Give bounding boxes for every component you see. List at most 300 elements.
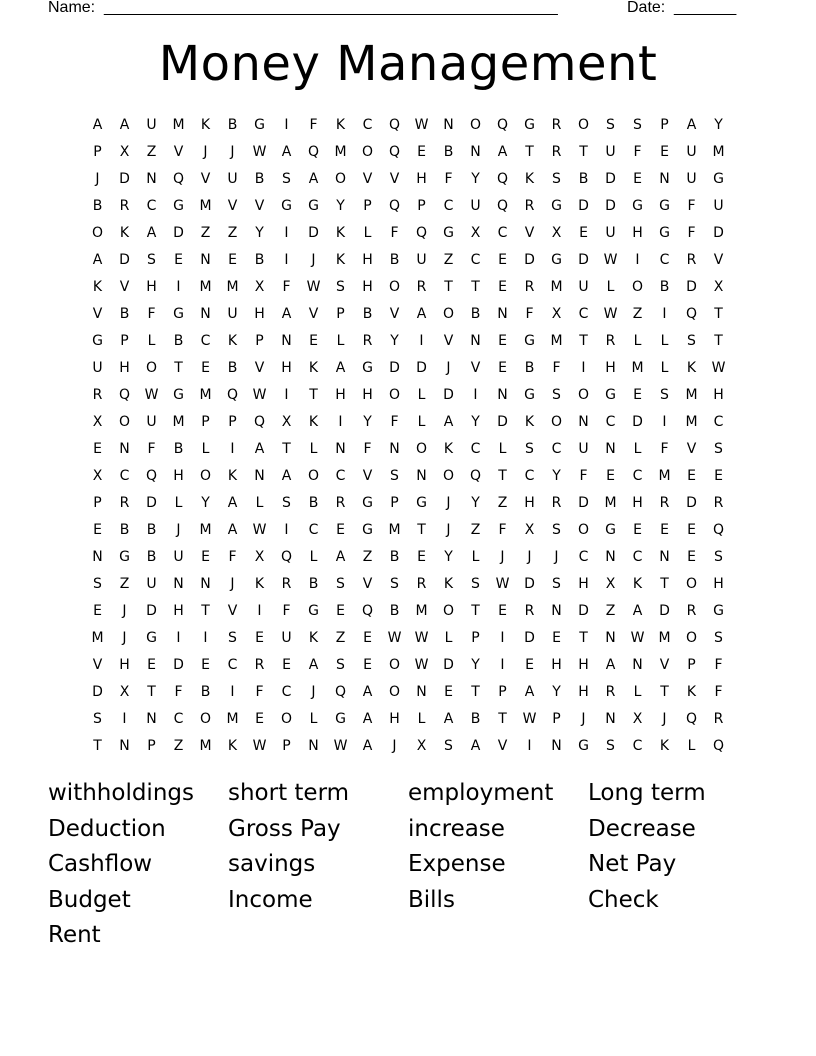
grid-letter: W <box>522 711 537 727</box>
grid-letter: B <box>200 684 211 700</box>
grid-letter: B <box>119 522 130 538</box>
grid-letter: U <box>146 576 157 592</box>
grid-letter: M <box>172 117 185 133</box>
grid-letter: N <box>200 306 211 322</box>
grid-letter: U <box>146 117 157 133</box>
grid-letter: L <box>444 630 453 646</box>
grid-letter: B <box>389 603 400 619</box>
grid-letter: K <box>443 576 454 592</box>
grid-row <box>84 193 732 220</box>
grid-letter: R <box>686 603 697 619</box>
grid-letter: G <box>713 603 724 619</box>
grid-letter: D <box>659 603 670 619</box>
grid-letter: I <box>500 630 505 646</box>
grid-letter: H <box>173 468 184 484</box>
grid-letter: K <box>335 252 346 268</box>
grid-letter: O <box>685 576 698 592</box>
grid-letter: H <box>605 360 616 376</box>
grid-letter: S <box>714 630 723 646</box>
grid-letter: A <box>443 711 454 727</box>
grid-letter: Y <box>552 684 561 700</box>
grid-letter: S <box>282 171 291 187</box>
word-bank-item: Deduction <box>48 815 166 842</box>
grid-letter: P <box>93 495 102 511</box>
grid-letter: E <box>552 630 561 646</box>
grid-letter: W <box>252 738 267 754</box>
word-bank-item: Cashflow <box>48 851 153 878</box>
grid-letter: E <box>525 657 534 673</box>
word-bank-item: Net Pay <box>588 851 677 878</box>
grid-letter: O <box>442 306 455 322</box>
grid-letter: S <box>390 576 399 592</box>
grid-letter: G <box>551 252 562 268</box>
grid-letter: V <box>443 333 454 349</box>
grid-letter: K <box>443 441 454 457</box>
grid-letter: W <box>144 387 159 403</box>
grid-letter: Y <box>471 657 480 673</box>
grid-letter: S <box>444 738 453 754</box>
grid-letter: M <box>415 603 428 619</box>
grid-letter: X <box>470 225 481 241</box>
grid-letter: P <box>363 198 372 214</box>
grid-letter: Z <box>632 306 643 322</box>
grid-letter: F <box>498 522 507 538</box>
grid-letter: D <box>605 198 616 214</box>
grid-letter: L <box>309 711 318 727</box>
grid-letter: U <box>713 198 724 214</box>
grid-letter: G <box>92 333 103 349</box>
grid-letter: G <box>119 549 130 565</box>
word-bank-item: Check <box>588 886 659 913</box>
grid-row <box>84 166 732 193</box>
grid-letter: K <box>227 468 238 484</box>
grid-letter: J <box>311 684 316 700</box>
grid-letter: Q <box>118 387 131 403</box>
grid-letter: N <box>497 306 508 322</box>
grid-letter: R <box>281 576 292 592</box>
grid-letter: E <box>498 252 507 268</box>
grid-letter: G <box>281 198 292 214</box>
grid-letter: B <box>227 117 238 133</box>
grid-letter: H <box>362 252 373 268</box>
grid-letter: O <box>118 414 131 430</box>
grid-letter: W <box>252 387 267 403</box>
grid-letter: D <box>713 225 724 241</box>
grid-row <box>84 274 732 301</box>
grid-letter: M <box>226 279 239 295</box>
grid-letter: N <box>659 549 670 565</box>
grid-letter: Z <box>335 630 346 646</box>
grid-letter: A <box>686 117 697 133</box>
grid-letter: M <box>631 360 644 376</box>
grid-letter: A <box>281 306 292 322</box>
grid-letter: H <box>146 279 157 295</box>
grid-letter: N <box>281 333 292 349</box>
grid-letter: R <box>524 279 535 295</box>
grid-letter: N <box>551 603 562 619</box>
grid-letter: Y <box>201 495 210 511</box>
grid-letter: M <box>199 198 212 214</box>
grid-letter: X <box>551 225 562 241</box>
grid-letter: I <box>419 333 424 349</box>
grid-letter: G <box>362 522 373 538</box>
grid-letter: C <box>497 225 508 241</box>
grid-letter: G <box>254 117 265 133</box>
grid-letter: G <box>605 522 616 538</box>
grid-letter: S <box>714 441 723 457</box>
grid-letter: D <box>524 576 535 592</box>
grid-letter: N <box>416 684 427 700</box>
grid-letter: R <box>362 333 373 349</box>
grid-letter: Z <box>200 225 211 241</box>
grid-letter: L <box>201 441 210 457</box>
grid-letter: B <box>173 333 184 349</box>
grid-letter: F <box>687 225 696 241</box>
grid-letter: F <box>255 684 264 700</box>
grid-letter: E <box>633 387 642 403</box>
grid-letter: C <box>443 198 454 214</box>
grid-letter: A <box>227 495 238 511</box>
grid-letter: I <box>203 630 208 646</box>
grid-letter: G <box>659 198 670 214</box>
page-title: Money Management <box>158 36 658 92</box>
grid-letter: V <box>659 657 670 673</box>
grid-letter: P <box>120 333 129 349</box>
grid-letter: N <box>578 414 589 430</box>
grid-letter: D <box>497 414 508 430</box>
grid-letter: K <box>335 117 346 133</box>
word-bank <box>48 776 768 954</box>
grid-letter: J <box>446 495 451 511</box>
grid-letter: C <box>146 198 157 214</box>
grid-letter: M <box>550 333 563 349</box>
grid-letter: L <box>660 360 669 376</box>
grid-letter: F <box>147 441 156 457</box>
grid-letter: P <box>390 495 399 511</box>
grid-letter: R <box>551 117 562 133</box>
grid-letter: E <box>687 522 696 538</box>
grid-letter: I <box>581 360 586 376</box>
grid-letter: B <box>362 306 373 322</box>
grid-letter: G <box>308 198 319 214</box>
grid-letter: S <box>606 117 615 133</box>
grid-letter: C <box>659 252 670 268</box>
grid-letter: B <box>254 252 265 268</box>
grid-letter: L <box>174 495 183 511</box>
grid-letter: R <box>659 495 670 511</box>
grid-letter: T <box>444 279 453 295</box>
grid-letter: T <box>309 387 318 403</box>
grid-letter: N <box>335 441 346 457</box>
grid-letter: O <box>442 603 455 619</box>
grid-letter: W <box>306 279 321 295</box>
grid-letter: C <box>335 468 346 484</box>
grid-letter: S <box>660 387 669 403</box>
grid-letter: J <box>122 603 127 619</box>
grid-letter: K <box>254 576 265 592</box>
grid-letter: G <box>416 495 427 511</box>
grid-letter: B <box>254 171 265 187</box>
grid-letter: A <box>92 117 103 133</box>
grid-letter: S <box>336 279 345 295</box>
grid-letter: V <box>389 171 400 187</box>
grid-letter: Q <box>226 387 239 403</box>
grid-letter: G <box>659 225 670 241</box>
grid-letter: H <box>524 495 535 511</box>
grid-letter: A <box>416 306 427 322</box>
grid-letter: T <box>174 360 183 376</box>
grid-letter: T <box>498 468 507 484</box>
word-search-grid <box>84 112 732 760</box>
grid-letter: R <box>551 144 562 160</box>
grid-letter: F <box>147 306 156 322</box>
grid-letter: D <box>686 279 697 295</box>
grid-letter: N <box>659 171 670 187</box>
grid-letter: Z <box>227 225 238 241</box>
grid-letter: A <box>92 252 103 268</box>
grid-letter: W <box>414 657 429 673</box>
grid-letter: V <box>227 603 238 619</box>
grid-letter: B <box>173 441 184 457</box>
grid-letter: B <box>470 306 481 322</box>
grid-letter: H <box>578 657 589 673</box>
grid-row <box>84 247 732 274</box>
grid-letter: M <box>199 387 212 403</box>
grid-letter: D <box>173 225 184 241</box>
grid-letter: T <box>471 279 480 295</box>
grid-letter: L <box>336 333 345 349</box>
grid-letter: V <box>119 279 130 295</box>
grid-letter: U <box>416 252 427 268</box>
grid-letter: G <box>335 711 346 727</box>
grid-letter: U <box>281 630 292 646</box>
grid-letter: D <box>173 657 184 673</box>
word-bank-item: Bills <box>408 886 455 913</box>
grid-letter: Q <box>712 738 725 754</box>
grid-letter: I <box>176 630 181 646</box>
grid-letter: N <box>119 738 130 754</box>
grid-letter: V <box>362 171 373 187</box>
grid-letter: R <box>524 198 535 214</box>
grid-letter: Q <box>685 711 698 727</box>
grid-letter: I <box>635 252 640 268</box>
grid-letter: J <box>581 711 586 727</box>
grid-letter: N <box>470 144 481 160</box>
grid-letter: E <box>498 603 507 619</box>
grid-letter: M <box>172 414 185 430</box>
grid-letter: H <box>551 657 562 673</box>
grid-letter: I <box>176 279 181 295</box>
grid-letter: K <box>632 576 643 592</box>
grid-letter: I <box>338 414 343 430</box>
grid-letter: I <box>662 306 667 322</box>
grid-letter: A <box>308 657 319 673</box>
grid-letter: T <box>93 738 102 754</box>
grid-row <box>84 733 732 760</box>
grid-letter: O <box>442 468 455 484</box>
grid-letter: P <box>417 198 426 214</box>
grid-letter: G <box>362 360 373 376</box>
grid-letter: G <box>605 387 616 403</box>
grid-letter: B <box>308 495 319 511</box>
grid-letter: X <box>254 279 265 295</box>
grid-letter: B <box>308 576 319 592</box>
grid-letter: X <box>281 414 292 430</box>
grid-letter: R <box>335 495 346 511</box>
grid-letter: E <box>255 711 264 727</box>
grid-letter: J <box>554 549 559 565</box>
grid-letter: U <box>686 144 697 160</box>
grid-letter: G <box>443 225 454 241</box>
grid-letter: O <box>469 117 482 133</box>
grid-letter: M <box>226 711 239 727</box>
grid-letter: E <box>228 252 237 268</box>
grid-letter: E <box>633 171 642 187</box>
grid-letter: F <box>390 225 399 241</box>
grid-row <box>84 220 732 247</box>
grid-letter: V <box>200 171 211 187</box>
grid-letter: O <box>280 711 293 727</box>
grid-letter: S <box>552 171 561 187</box>
grid-letter: T <box>471 684 480 700</box>
grid-letter: K <box>227 333 238 349</box>
grid-letter: P <box>147 738 156 754</box>
grid-letter: A <box>335 360 346 376</box>
grid-letter: N <box>146 171 157 187</box>
grid-letter: G <box>524 117 535 133</box>
grid-letter: E <box>498 360 507 376</box>
grid-letter: R <box>524 603 535 619</box>
grid-letter: L <box>687 738 696 754</box>
grid-letter: N <box>200 252 211 268</box>
grid-letter: N <box>173 576 184 592</box>
grid-letter: N <box>389 441 400 457</box>
grid-letter: K <box>524 171 535 187</box>
grid-letter: A <box>281 468 292 484</box>
grid-letter: A <box>227 522 238 538</box>
grid-letter: M <box>91 630 104 646</box>
grid-letter: P <box>471 630 480 646</box>
grid-letter: Q <box>496 117 509 133</box>
grid-letter: F <box>714 684 723 700</box>
grid-letter: Y <box>471 171 480 187</box>
grid-letter: H <box>632 495 643 511</box>
grid-letter: G <box>578 738 589 754</box>
grid-letter: C <box>605 414 616 430</box>
grid-letter: L <box>633 333 642 349</box>
grid-letter: C <box>551 441 562 457</box>
grid-letter: J <box>122 630 127 646</box>
grid-letter: F <box>174 684 183 700</box>
grid-letter: E <box>147 657 156 673</box>
grid-letter: O <box>361 144 374 160</box>
grid-row <box>84 490 732 517</box>
grid-letter: V <box>497 738 508 754</box>
grid-letter: U <box>605 144 616 160</box>
grid-letter: T <box>471 603 480 619</box>
grid-letter: L <box>633 441 642 457</box>
grid-letter: X <box>92 414 103 430</box>
grid-letter: L <box>309 441 318 457</box>
grid-letter: W <box>252 522 267 538</box>
grid-letter: H <box>281 360 292 376</box>
grid-letter: O <box>145 360 158 376</box>
grid-letter: K <box>308 414 319 430</box>
grid-letter: H <box>173 603 184 619</box>
grid-letter: O <box>199 711 212 727</box>
grid-letter: U <box>686 171 697 187</box>
grid-letter: E <box>498 279 507 295</box>
grid-letter: V <box>308 306 319 322</box>
grid-letter: Q <box>361 603 374 619</box>
grid-letter: J <box>446 522 451 538</box>
grid-letter: J <box>176 522 181 538</box>
grid-letter: Q <box>334 684 347 700</box>
date-blank-line: _______ <box>674 0 737 16</box>
grid-letter: E <box>93 603 102 619</box>
grid-letter: Q <box>388 198 401 214</box>
grid-letter: R <box>686 252 697 268</box>
grid-letter: K <box>308 630 319 646</box>
grid-letter: Q <box>172 171 185 187</box>
grid-letter: W <box>603 252 618 268</box>
grid-letter: Y <box>471 414 480 430</box>
grid-letter: K <box>227 738 238 754</box>
grid-letter: Q <box>253 414 266 430</box>
grid-letter: M <box>199 279 212 295</box>
grid-letter: E <box>255 630 264 646</box>
grid-row <box>84 139 732 166</box>
grid-letter: I <box>230 684 235 700</box>
grid-letter: X <box>119 144 130 160</box>
grid-letter: Q <box>469 468 482 484</box>
grid-letter: O <box>91 225 104 241</box>
word-bank-item: Decrease <box>588 815 696 842</box>
grid-letter: P <box>552 711 561 727</box>
grid-letter: B <box>389 549 400 565</box>
grid-letter: E <box>714 468 723 484</box>
grid-letter: W <box>711 360 726 376</box>
grid-letter: W <box>414 630 429 646</box>
grid-letter: D <box>146 603 157 619</box>
grid-letter: N <box>254 468 265 484</box>
grid-letter: J <box>392 738 397 754</box>
grid-letter: Q <box>685 306 698 322</box>
grid-letter: B <box>524 360 535 376</box>
grid-letter: N <box>443 117 454 133</box>
grid-letter: Z <box>605 603 616 619</box>
grid-letter: I <box>284 387 289 403</box>
grid-letter: R <box>92 387 103 403</box>
grid-letter: F <box>309 117 318 133</box>
grid-letter: X <box>713 279 724 295</box>
grid-letter: J <box>527 549 532 565</box>
grid-letter: S <box>552 576 561 592</box>
grid-letter: D <box>524 630 535 646</box>
grid-letter: D <box>578 603 589 619</box>
grid-letter: W <box>414 117 429 133</box>
grid-letter: C <box>632 549 643 565</box>
grid-row <box>84 571 732 598</box>
word-bank-item: savings <box>228 851 316 878</box>
grid-letter: B <box>659 279 670 295</box>
grid-letter: Y <box>255 225 264 241</box>
grid-letter: O <box>388 657 401 673</box>
grid-letter: O <box>388 279 401 295</box>
grid-letter: M <box>712 144 725 160</box>
grid-letter: E <box>498 333 507 349</box>
grid-letter: C <box>632 468 643 484</box>
